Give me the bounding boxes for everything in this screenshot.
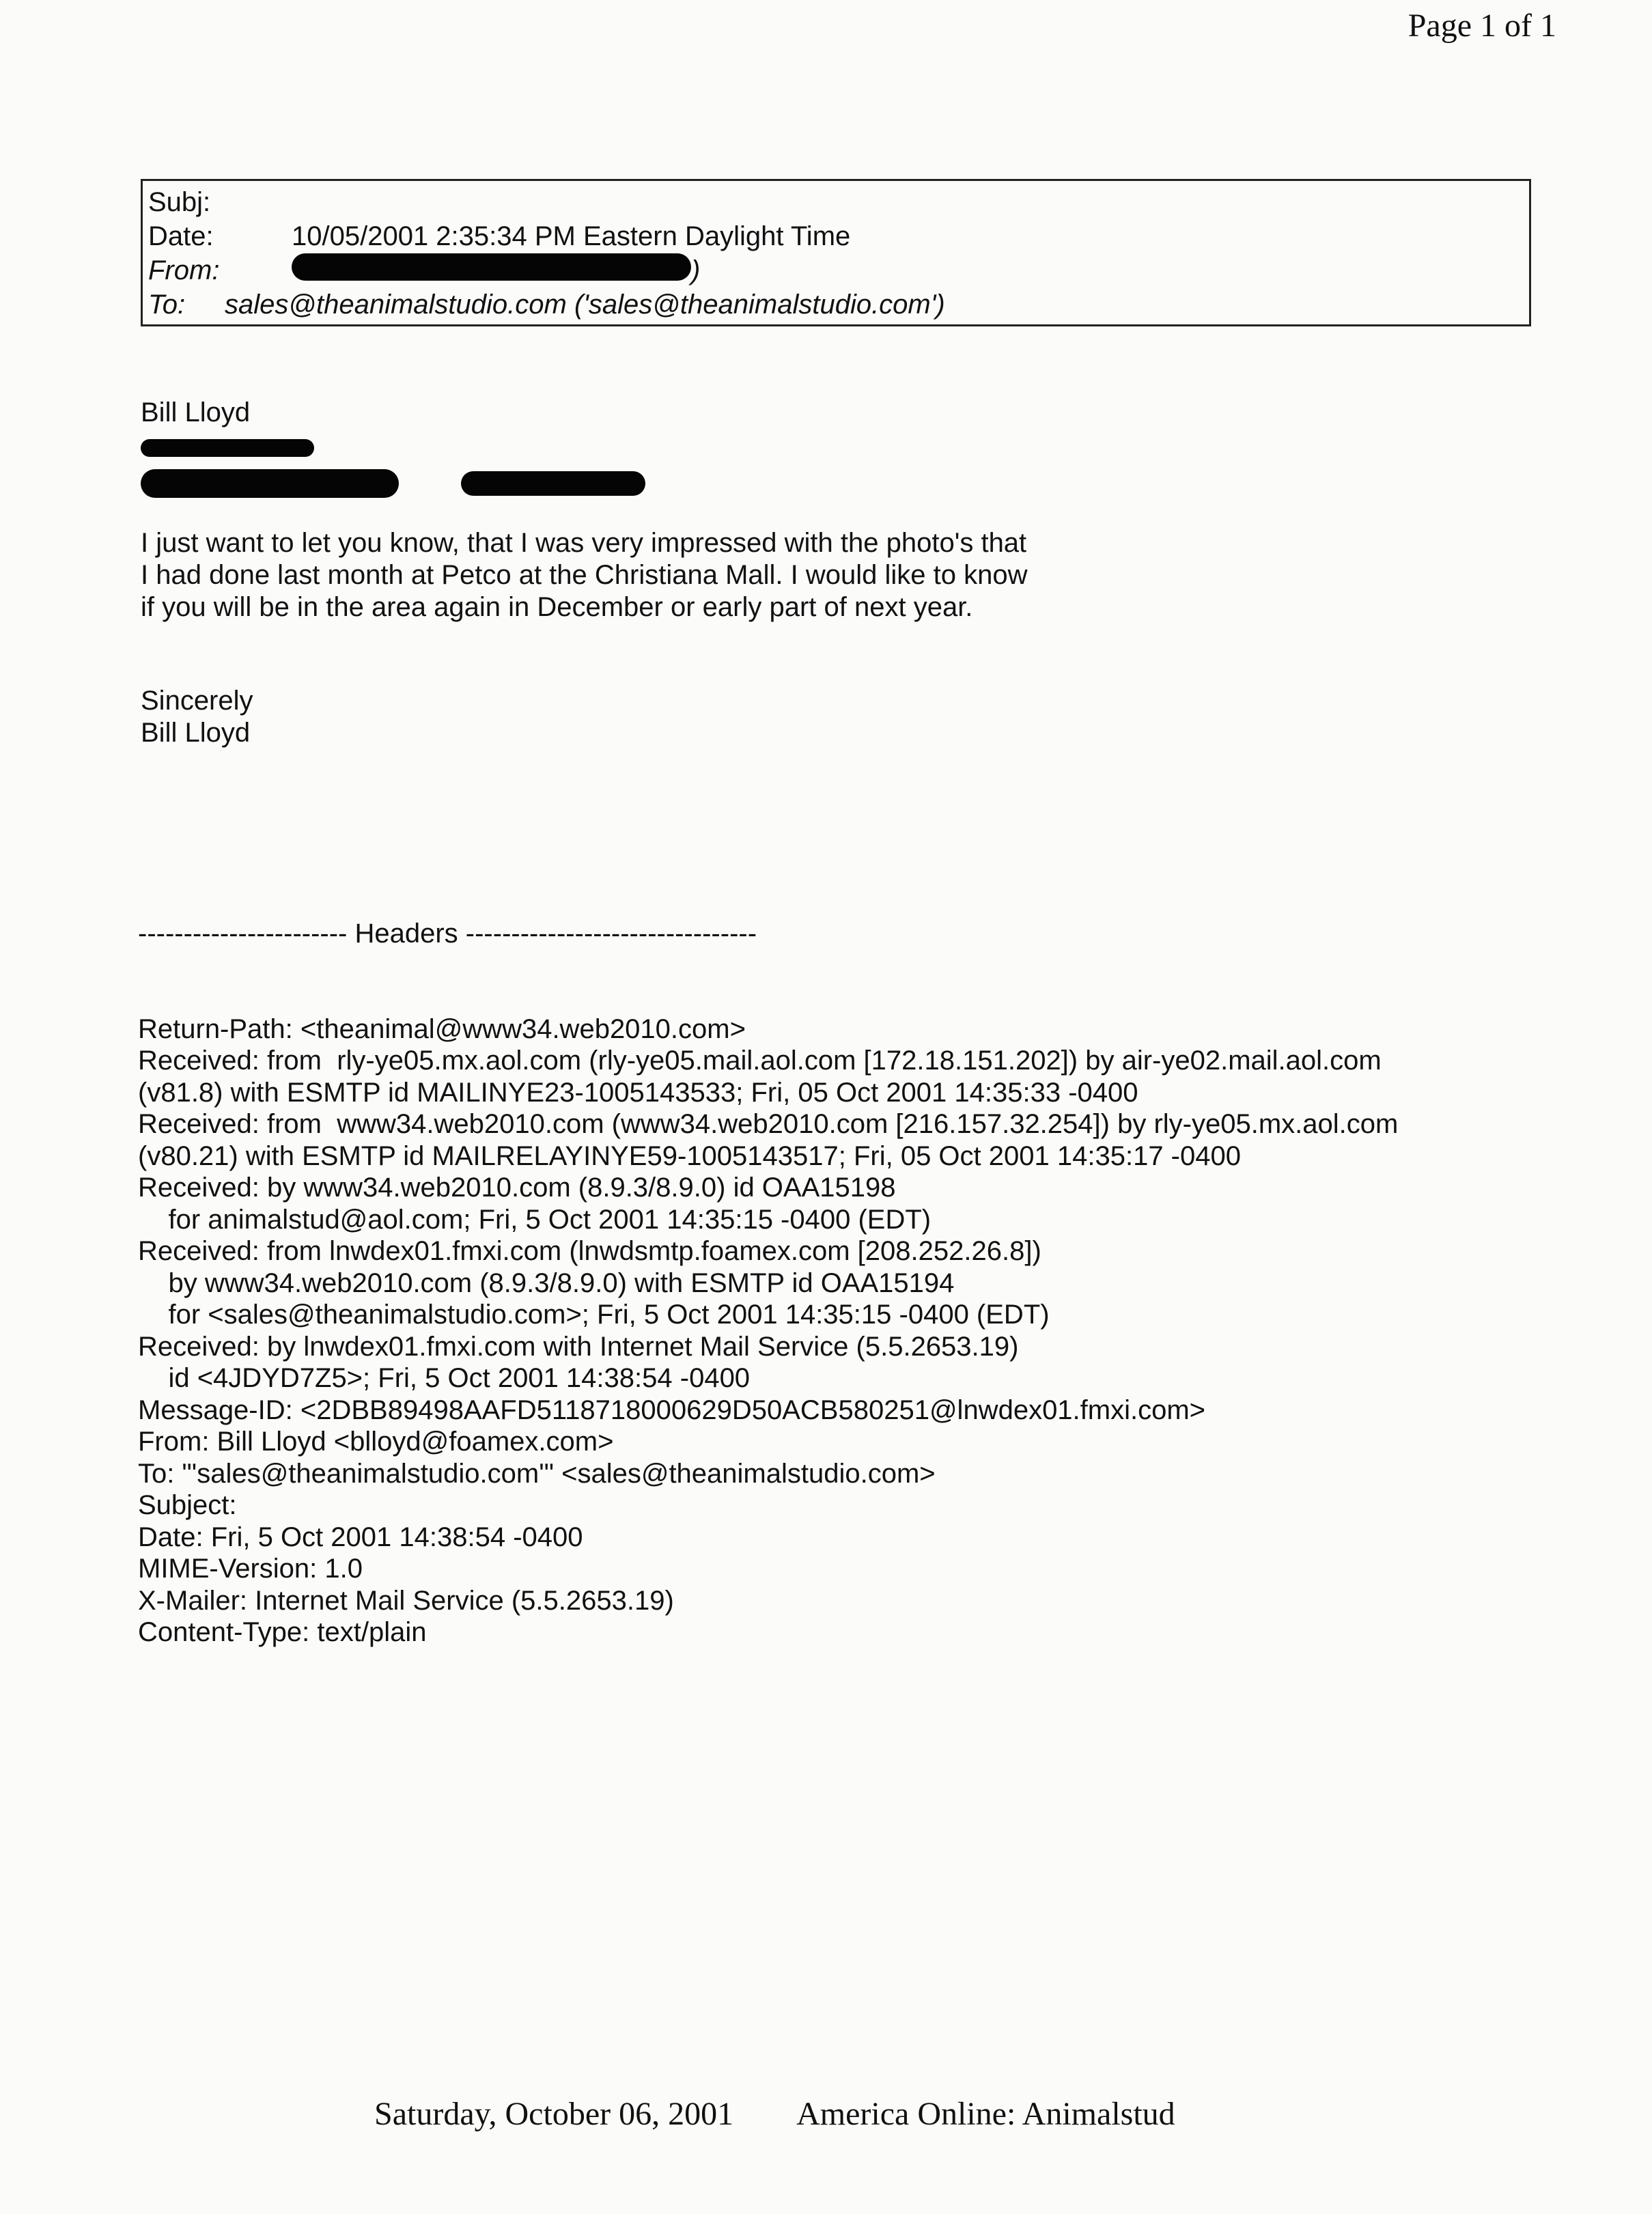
message-body [141,527,1027,623]
header-line: Subject: [138,1490,237,1520]
header-line: Content-Type: text/plain [138,1617,427,1647]
signature: Bill Lloyd [141,718,251,748]
body-line: I had done last month at Petco at the Christiana Mall. I would like to know [141,560,1028,590]
to-row [148,288,1522,322]
body-line: I just want to let you know, that I was very impressed with the photo's that [141,528,1027,558]
header-line: by www34.web2010.com (8.9.3/8.9.0) with ESMTP id OAA15194 [138,1267,955,1298]
sender-address-block [141,396,645,499]
closing [141,685,253,749]
raw-headers [138,854,1398,1680]
header-line: Received: by lnwdex01.fmxi.com with Internet Mail Service (5.5.2653.19) [138,1331,1019,1362]
header-line: Date: Fri, 5 Oct 2001 14:38:54 -0400 [138,1522,583,1552]
email-header-box [141,179,1531,326]
to-value: sales@theanimalstudio.com ('sales@theanimalstudio.com') [225,290,945,320]
header-lines [138,1013,1398,1649]
subject-label: Subj: [148,187,211,217]
date-value: 10/05/2001 2:35:34 PM Eastern Daylight Time [292,221,851,251]
body-line: if you will be in the area again in December or early part of next year. [141,592,973,622]
header-line: Return-Path: <theanimal@www34.web2010.com> [138,1013,746,1044]
date-label: Date: [148,221,214,251]
print-footer [374,2095,1175,2133]
redaction-mark [461,471,645,496]
redaction-mark [141,469,399,498]
redaction-mark [141,439,314,457]
header-line: Received: from lnwdex01.fmxi.com (lnwdsmtp.foamex.com [208.252.26.8]) [138,1236,1041,1266]
page-number: Page 1 of 1 [1408,8,1556,44]
from-row [148,253,1522,288]
valediction: Sincerely [141,686,253,716]
header-line: (v81.8) with ESMTP id MAILINYE23-1005143533; Fri, 05 Oct 2001 14:35:33 -0400 [138,1077,1138,1108]
header-line: X-Mailer: Internet Mail Service (5.5.2653.19) [138,1585,674,1616]
header-line: Received: from rly-ye05.mx.aol.com (rly-ye05.mail.aol.com [172.18.151.202]) by air-ye02.mail.aol.com [138,1046,1382,1076]
header-line: Received: by www34.web2010.com (8.9.3/8.9.0) id OAA15198 [138,1173,896,1203]
date-row [148,219,1522,253]
sender-name: Bill Lloyd [141,397,251,428]
header-line: id <4JDYD7Z5>; Fri, 5 Oct 2001 14:38:54 -0400 [138,1363,751,1393]
redacted-street-line [141,430,645,463]
to-label: To: [148,290,186,320]
headers-title: ----------------------- Headers -------------------------------- [138,919,757,949]
redaction-mark [292,253,691,281]
footer-date: Saturday, October 06, 2001 [374,2096,734,2132]
header-line: for animalstud@aol.com; Fri, 5 Oct 2001 14:35:15 -0400 (EDT) [138,1204,932,1235]
subject-row [148,185,1522,219]
header-line: From: Bill Lloyd <blloyd@foamex.com> [138,1427,614,1457]
header-line: MIME-Version: 1.0 [138,1554,363,1584]
from-label: From: [148,255,220,285]
header-line: for <sales@theanimalstudio.com>; Fri, 5 Oct 2001 14:35:15 -0400 (EDT) [138,1300,1050,1330]
footer-service: America Online: Animalstud [796,2096,1175,2132]
header-line: Message-ID: <2DBB89498AAFD5118718000629D50ACB580251@lnwdex01.fmxi.com> [138,1395,1206,1425]
header-line: (v80.21) with ESMTP id MAILRELAYINYE59-1005143517; Fri, 05 Oct 2001 14:35:17 -0400 [138,1140,1241,1171]
from-visible-tail: ) [691,255,701,285]
redacted-city-line [141,466,645,499]
header-line: Received: from www34.web2010.com (www34.web2010.com [216.157.32.254]) by rly-ye05.mx.aol.com [138,1109,1399,1139]
header-line: To: "'sales@theanimalstudio.com'" <sales@theanimalstudio.com> [138,1458,936,1489]
